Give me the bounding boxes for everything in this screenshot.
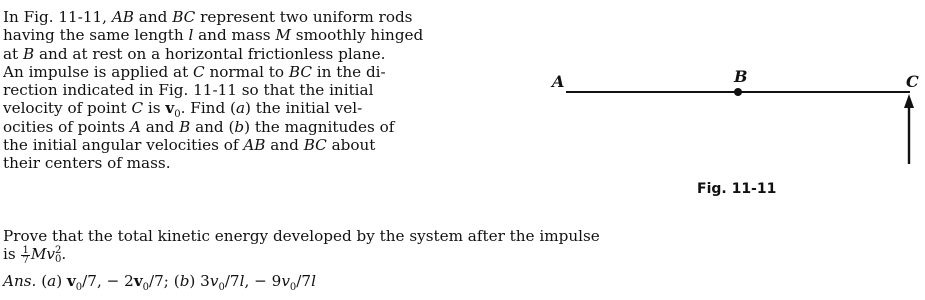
problem-text-line: their centers of mass. — [3, 154, 171, 173]
answer-line — [3, 272, 316, 294]
label-c: C — [906, 72, 919, 91]
problem-text-line: the initial angular velocities of AB and BC about — [3, 136, 376, 155]
problem-text-line: is $\frac{1}{7}$ Mv 2 0 . — [3, 245, 67, 267]
impulse-arrow-head — [904, 94, 914, 108]
answer-text: Ans. (a) $v_0/7$, − $2v_0/7$; (b) $3v_0/7l$, − $9v_0/7l$ — [3, 272, 316, 294]
label-a: A — [552, 72, 565, 91]
problem-text-line: at B and at rest on a horizontal frictionless plane. — [3, 44, 386, 63]
problem-continuation — [3, 227, 600, 265]
problem-text-line: Prove that the total kinetic energy developed by the system after the impulse — [3, 227, 600, 245]
problem-text-line: ocities of points A and B and (b) the magnitudes of — [3, 117, 395, 136]
problem-text-line: velocity of point C is $v_0$. Find (a) the initial vel- — [3, 99, 363, 118]
problem-text-line: In Fig. 11-11, AB and BC represent two uniform rods — [3, 8, 413, 26]
problem-text-line: having the same length l and mass M smoothly hinged — [3, 26, 424, 45]
figure-11-11 — [548, 60, 925, 200]
problem-statement — [3, 8, 513, 173]
problem-text-line: An impulse is applied at C normal to BC in the di- — [3, 62, 386, 81]
label-b: B — [734, 67, 748, 86]
figure-caption: Fig. 11-11 — [697, 181, 777, 197]
problem-text-line: rection indicated in Fig. 11-11 so that the initial — [3, 81, 374, 100]
hinge-b — [734, 88, 742, 96]
